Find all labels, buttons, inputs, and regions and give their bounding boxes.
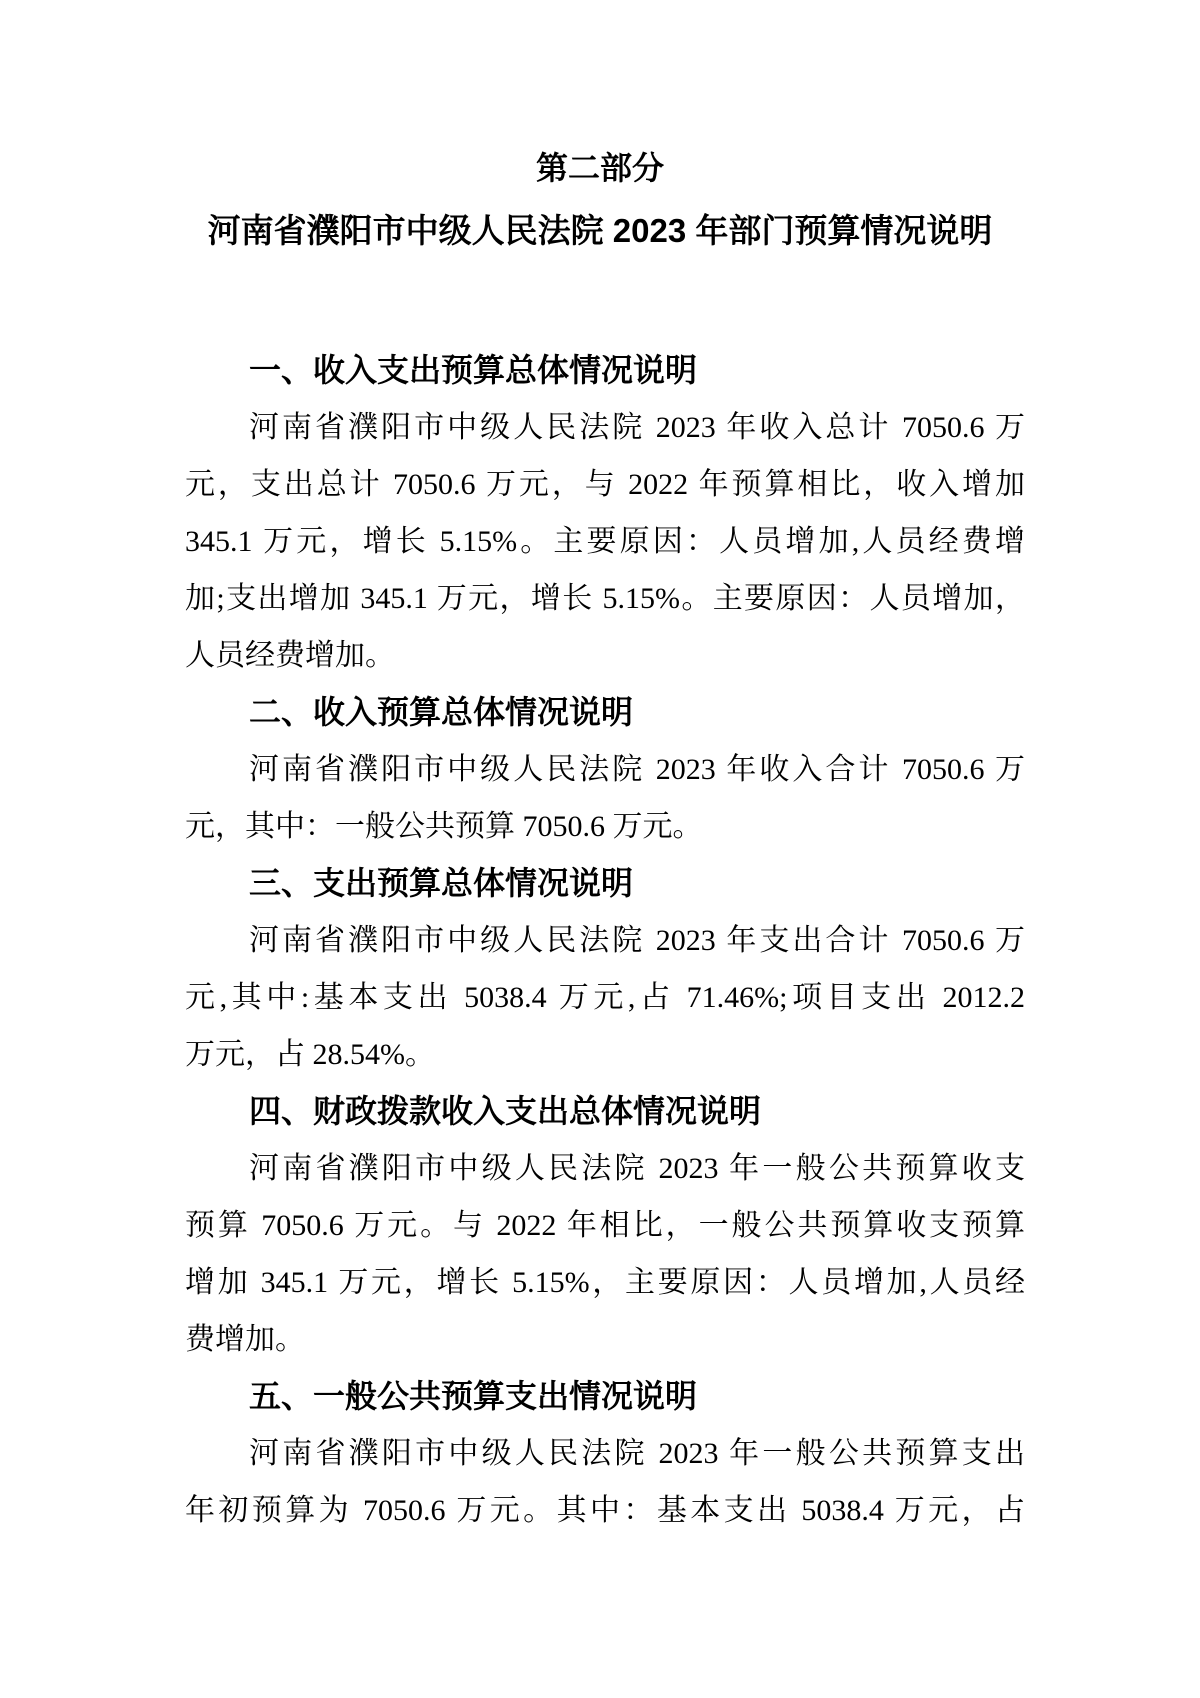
section-heading-3: 三、支出预算总体情况说明	[249, 865, 634, 901]
paragraph-line: 年初预算为 7050.6 万元。其中：基本支出 5038.4 万元，占	[185, 1494, 1025, 1527]
section-4-paragraph	[185, 1140, 1025, 1368]
section-heading-5: 五、一般公共预算支出情况说明	[249, 1378, 698, 1414]
paragraph-line: 元，支出总计 7050.6 万元，与 2022 年预算相比，收入增加	[185, 468, 1025, 501]
paragraph-line: 万元，占 28.54%。	[185, 1038, 435, 1071]
paragraph-line: 元，其中：一般公共预算 7050.6 万元。	[185, 810, 703, 843]
section-1-paragraph	[185, 399, 1025, 684]
document-header	[0, 140, 1200, 259]
paragraph-line: 河南省濮阳市中级人民法院 2023 年支出合计 7050.6 万	[249, 924, 1025, 957]
paragraph-line: 人员经费增加。	[185, 639, 395, 672]
paragraph-line: 河南省濮阳市中级人民法院 2023 年收入总计 7050.6 万	[249, 411, 1025, 444]
paragraph-line: 预算 7050.6 万元。与 2022 年相比，一般公共预算收支预算	[185, 1209, 1025, 1242]
paragraph-line: 河南省濮阳市中级人民法院 2023 年一般公共预算支出	[249, 1437, 1025, 1470]
section-heading-1: 一、收入支出预算总体情况说明	[249, 352, 698, 388]
part-label: 第二部分	[535, 150, 664, 186]
paragraph-line: 费增加。	[185, 1323, 305, 1356]
section-3-paragraph	[185, 912, 1025, 1083]
section-heading-2: 二、收入预算总体情况说明	[249, 694, 634, 730]
paragraph-line: 345.1 万元，增长 5.15%。主要原因：人员增加,人员经费增	[185, 525, 1025, 558]
section-2-paragraph	[185, 741, 1025, 855]
paragraph-line: 河南省濮阳市中级人民法院 2023 年收入合计 7050.6 万	[249, 753, 1025, 786]
paragraph-line: 加;支出增加 345.1 万元，增长 5.15%。主要原因：人员增加，	[185, 582, 1025, 615]
paragraph-line: 元,其中:基本支出 5038.4 万元,占 71.46%;项目支出 2012.2	[185, 981, 1025, 1014]
section-5-paragraph	[185, 1425, 1025, 1539]
section-heading-4: 四、财政拨款收入支出总体情况说明	[249, 1093, 762, 1129]
document-body	[185, 342, 1025, 1539]
paragraph-line: 增加 345.1 万元，增长 5.15%，主要原因：人员增加,人员经	[185, 1266, 1025, 1299]
document-title: 河南省濮阳市中级人民法院 2023 年部门预算情况说明	[207, 212, 993, 249]
paragraph-line: 河南省濮阳市中级人民法院 2023 年一般公共预算收支	[249, 1152, 1025, 1185]
